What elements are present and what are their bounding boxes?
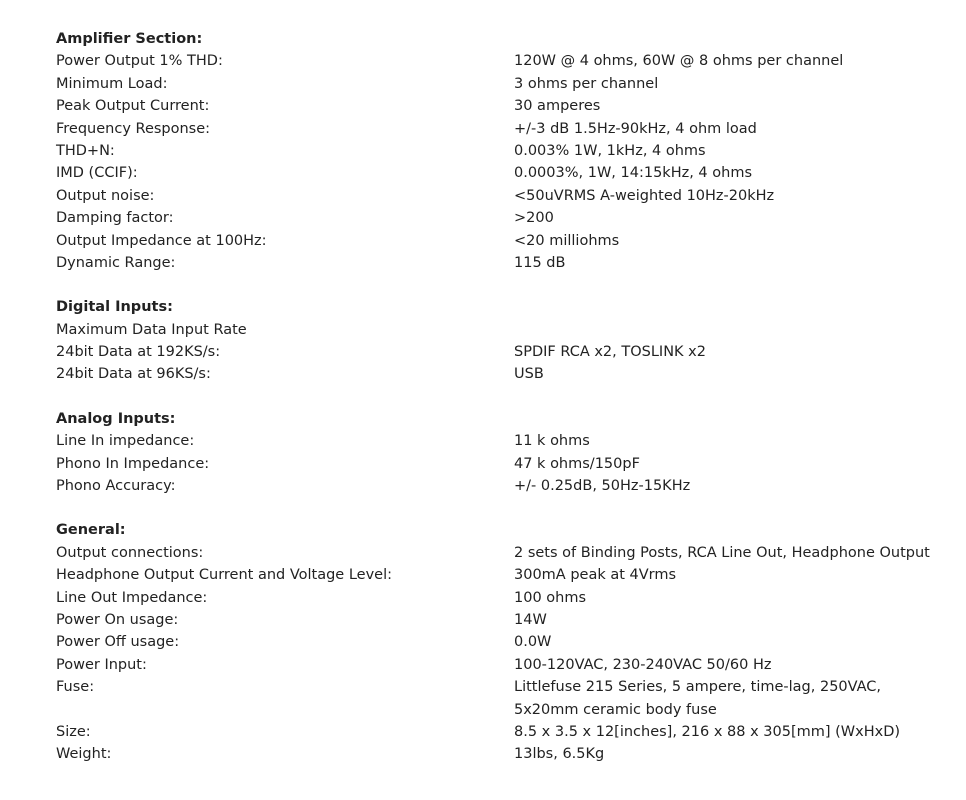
spec-label: Damping factor:	[56, 210, 174, 227]
spec-value: +/-3 dB 1.5Hz-90kHz, 4 ohm load	[514, 120, 757, 137]
spec-value: 3 ohms per channel	[514, 75, 659, 92]
spec-label: Output noise:	[56, 187, 155, 204]
spec-value: 120W @ 4 ohms, 60W @ 8 ohms per channel	[514, 53, 844, 70]
spec-row	[0, 475, 966, 497]
spec-row	[0, 185, 966, 207]
spec-value: 30 amperes	[514, 98, 601, 115]
section-digital-inputs	[0, 296, 966, 386]
spec-label: Dynamic Range:	[56, 254, 176, 271]
spec-value: 100 ohms	[514, 589, 587, 606]
spec-row	[0, 319, 966, 341]
spec-label: Size:	[56, 723, 91, 740]
spec-label: Phono Accuracy:	[56, 478, 176, 495]
section-title: Analog Inputs:	[56, 410, 176, 427]
spec-label: Power Input:	[56, 656, 147, 673]
spec-value: 100-120VAC, 230-240VAC 50/60 Hz	[514, 656, 772, 673]
spec-row	[0, 363, 966, 385]
spec-row	[0, 162, 966, 184]
spec-value: 47 k ohms/150pF	[514, 455, 640, 472]
spec-row	[0, 430, 966, 452]
section-analog-inputs	[0, 408, 966, 498]
spec-row	[0, 95, 966, 117]
spec-row	[0, 453, 966, 475]
spec-label: IMD (CCIF):	[56, 165, 138, 182]
spec-row	[0, 73, 966, 95]
spec-label: Phono In Impedance:	[56, 455, 210, 472]
spec-row	[0, 743, 966, 765]
spec-row	[0, 118, 966, 140]
spec-row	[0, 230, 966, 252]
spec-label: Power Output 1% THD:	[56, 53, 223, 70]
spec-label: Output Impedance at 100Hz:	[56, 232, 267, 249]
spec-label: Frequency Response:	[56, 120, 211, 137]
spec-value: 0.0003%, 1W, 14:15kHz, 4 ohms	[514, 165, 753, 182]
section-amplifier	[0, 28, 966, 274]
spec-value: Littlefuse 215 Series, 5 ampere, time-lag, 250VAC, 5x20mm ceramic body fuse	[514, 679, 882, 718]
spec-value: 8.5 x 3.5 x 12[inches], 216 x 88 x 305[mm] (WxHxD)	[514, 723, 901, 740]
spec-value: 2 sets of Binding Posts, RCA Line Out, Headphone Output	[514, 544, 930, 561]
section-title: General:	[56, 522, 126, 539]
spec-label: THD+N:	[56, 142, 115, 159]
spec-row	[0, 542, 966, 564]
spec-value: 13lbs, 6.5Kg	[514, 746, 605, 763]
spec-row	[0, 721, 966, 743]
spec-label: Power Off usage:	[56, 634, 180, 651]
spec-value: 300mA peak at 4Vrms	[514, 567, 677, 584]
spec-row	[0, 252, 966, 274]
section-title: Amplifier Section:	[56, 31, 203, 47]
spec-label: Maximum Data Input Rate	[56, 321, 247, 338]
spec-label: Weight:	[56, 746, 112, 763]
spec-value: <50uVRMS A-weighted 10Hz-20kHz	[514, 187, 775, 204]
section-general	[0, 519, 966, 765]
spec-value: 115 dB	[514, 254, 566, 271]
spec-label: Line In impedance:	[56, 433, 195, 450]
spec-value: USB	[514, 366, 544, 383]
spec-row	[0, 587, 966, 609]
spec-label: 24bit Data at 96KS/s:	[56, 366, 211, 383]
spec-label: Fuse:	[56, 679, 95, 696]
spec-label: Line Out Impedance:	[56, 589, 208, 606]
spec-label: Output connections:	[56, 544, 204, 561]
spec-value: +/- 0.25dB, 50Hz-15KHz	[514, 478, 691, 495]
spec-value: 11 k ohms	[514, 433, 590, 450]
spec-row	[0, 631, 966, 653]
spec-row	[0, 609, 966, 631]
spec-row	[0, 676, 966, 721]
spec-value: 14W	[514, 611, 547, 628]
spec-label: Power On usage:	[56, 611, 179, 628]
spec-row	[0, 654, 966, 676]
spec-row	[0, 341, 966, 363]
spec-label: Headphone Output Current and Voltage Level:	[56, 567, 392, 584]
spec-value: 0.0W	[514, 634, 552, 651]
spec-value: SPDIF RCA x2, TOSLINK x2	[514, 344, 706, 361]
spec-row	[0, 140, 966, 162]
spec-row	[0, 564, 966, 586]
spec-row	[0, 50, 966, 72]
spec-value: <20 milliohms	[514, 232, 620, 249]
spec-label: 24bit Data at 192KS/s:	[56, 344, 221, 361]
spec-value: 0.003% 1W, 1kHz, 4 ohms	[514, 142, 706, 159]
spec-value: >200	[514, 210, 554, 227]
section-title: Digital Inputs:	[56, 299, 173, 316]
spec-row	[0, 207, 966, 229]
spec-label: Minimum Load:	[56, 75, 168, 92]
spec-label: Peak Output Current:	[56, 98, 210, 115]
